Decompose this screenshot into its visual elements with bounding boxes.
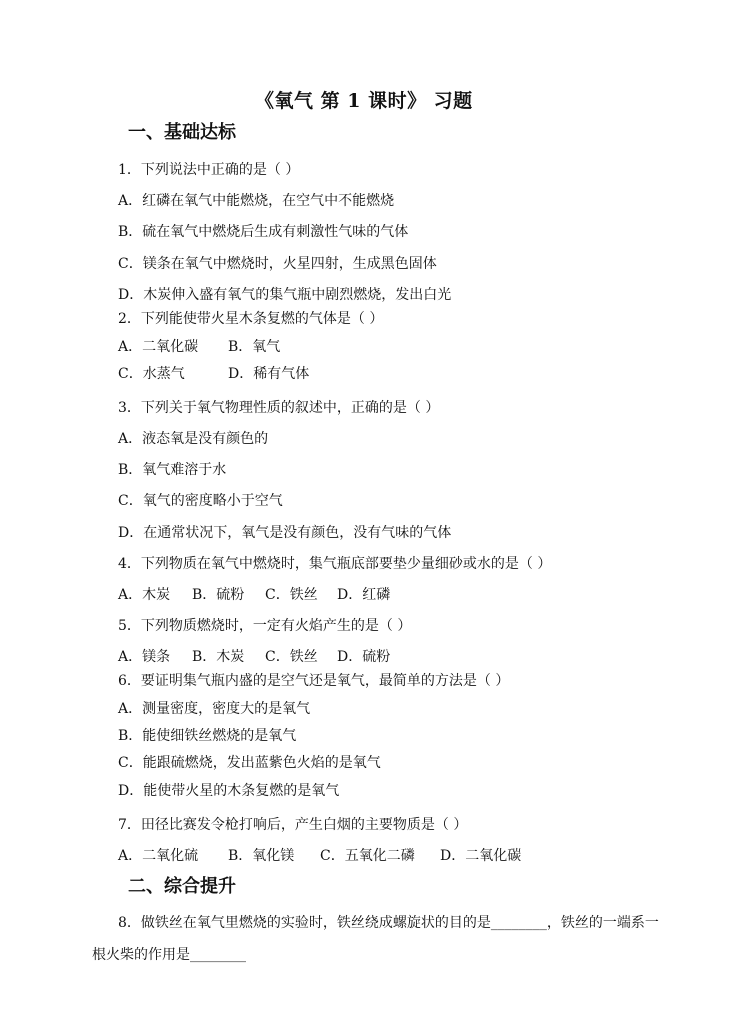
option-c: C．镁条在氧气中燃烧时，火星四射，生成黑色固体 <box>118 256 437 272</box>
option-d: D．在通常状况下，氧气是没有颜色，没有气味的气体 <box>118 525 452 541</box>
question-stem: 3．下列关于氧气物理性质的叙述中，正确的是（ ） <box>118 400 440 416</box>
question-stem: 1．下列说法中正确的是（ ） <box>118 162 300 178</box>
option-d: D．二氧化碳 <box>440 848 522 864</box>
page-title: 《氧气 第 1 课时》 习题 <box>255 90 473 112</box>
section-heading-basic: 一、基础达标 <box>128 122 236 143</box>
question-stem-line-2: 根火柴的作用是________ <box>92 947 246 963</box>
option-b: B．氧气难溶于水 <box>118 462 227 478</box>
option-b: B．氧气 <box>228 339 281 355</box>
option-d: D．红磷 <box>337 587 391 603</box>
option-c: C．水蒸气 <box>118 366 185 382</box>
option-c: C．铁丝 <box>265 649 318 665</box>
question-stem-line-1: 8．做铁丝在氧气里燃烧的实验时，铁丝绕成螺旋状的目的是________，铁丝的一端系一 <box>118 915 659 931</box>
question-stem: 5．下列物质燃烧时，一定有火焰产生的是（ ） <box>118 618 412 634</box>
option-d: D．能使带火星的木条复燃的是氧气 <box>118 783 340 799</box>
option-a: A．镁条 <box>118 649 171 665</box>
option-b: B．木炭 <box>192 649 245 665</box>
question-stem: 7．田径比赛发令枪打响后，产生白烟的主要物质是（ ） <box>118 817 468 833</box>
option-d: D．硫粉 <box>337 649 391 665</box>
question-stem: 4．下列物质在氧气中燃烧时，集气瓶底部要垫少量细砂或水的是（ ） <box>118 556 552 572</box>
option-b: B．硫粉 <box>192 587 245 603</box>
question-stem: 2．下列能使带火星木条复燃的气体是（ ） <box>118 311 384 327</box>
option-b: B．能使细铁丝燃烧的是氧气 <box>118 728 297 744</box>
option-a: A．木炭 <box>118 587 171 603</box>
option-a: A．二氧化碳 <box>118 339 199 355</box>
option-a: A．红磷在氧气中能燃烧，在空气中不能燃烧 <box>118 193 395 209</box>
option-c: C．能跟硫燃烧，发出蓝紫色火焰的是氧气 <box>118 755 381 771</box>
option-a: A．二氧化硫 <box>118 848 199 864</box>
option-c: C．五氧化二磷 <box>320 848 415 864</box>
option-c: C．氧气的密度略小于空气 <box>118 493 283 509</box>
option-d: D．稀有气体 <box>228 366 310 382</box>
section-heading-advanced: 二、综合提升 <box>128 876 236 897</box>
question-stem: 6．要证明集气瓶内盛的是空气还是氧气，最简单的方法是（ ） <box>118 673 510 689</box>
option-c: C．铁丝 <box>265 587 318 603</box>
option-a: A．液态氧是没有颜色的 <box>118 431 269 447</box>
option-b: B．氧化镁 <box>228 848 295 864</box>
option-b: B．硫在氧气中燃烧后生成有刺激性气味的气体 <box>118 224 409 240</box>
option-d: D．木炭伸入盛有氧气的集气瓶中剧烈燃烧，发出白光 <box>118 287 452 303</box>
option-a: A．测量密度，密度大的是氧气 <box>118 701 311 717</box>
